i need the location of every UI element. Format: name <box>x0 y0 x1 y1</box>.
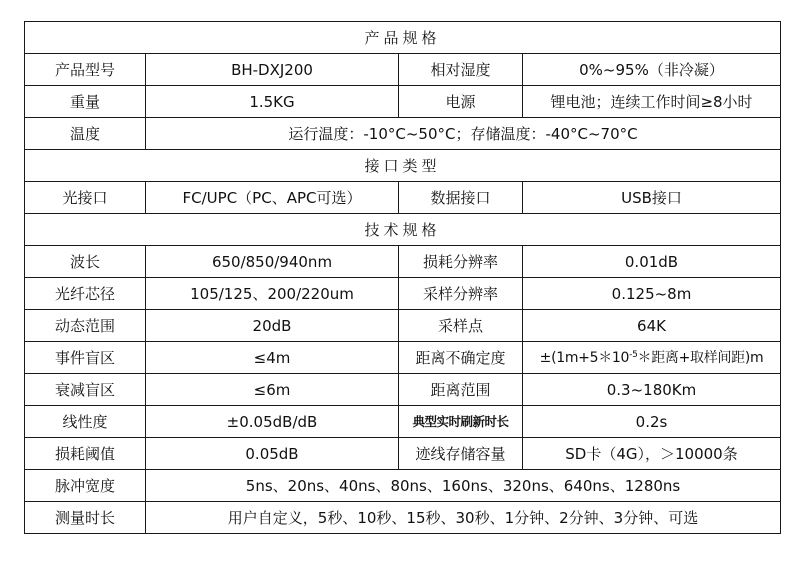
spec-label: 典型实时刷新时长 <box>399 406 523 438</box>
section-header-tech <box>25 214 781 246</box>
spec-value: 20dB <box>146 310 399 342</box>
spec-value: BH-DXJ200 <box>146 54 399 86</box>
section-header-interface <box>25 150 781 182</box>
spec-label: 光纤芯径 <box>25 278 146 310</box>
spec-label: 温度 <box>25 118 146 150</box>
spec-value: 5ns、20ns、40ns、80ns、160ns、320ns、640ns、1280ns <box>146 470 781 502</box>
table-row <box>25 118 781 150</box>
table-row <box>25 182 781 214</box>
table-row <box>25 342 781 374</box>
spec-label: 脉冲宽度 <box>25 470 146 502</box>
spec-label: 线性度 <box>25 406 146 438</box>
spec-value: 0.2s <box>523 406 781 438</box>
formula-exponent: -5 <box>629 349 638 360</box>
spec-label: 距离不确定度 <box>399 342 523 374</box>
spec-value: 锂电池；连续工作时间≥8小时 <box>523 86 781 118</box>
spec-value: 1.5KG <box>146 86 399 118</box>
table-row <box>25 54 781 86</box>
spec-value: ≤6m <box>146 374 399 406</box>
spec-label: 产品型号 <box>25 54 146 86</box>
section-title-product: 产品规格 <box>25 22 781 54</box>
spec-value: FC/UPC（PC、APC可选） <box>146 182 399 214</box>
spec-label: 采样点 <box>399 310 523 342</box>
spec-value-distance-uncertainty <box>523 342 781 374</box>
spec-value: 0%~95%（非冷凝） <box>523 54 781 86</box>
table-row <box>25 502 781 534</box>
spec-label: 衰减盲区 <box>25 374 146 406</box>
spec-value: 64K <box>523 310 781 342</box>
formula-suffix: ＊距离+取样间距)m <box>637 349 764 366</box>
spec-label: 相对湿度 <box>399 54 523 86</box>
spec-table <box>24 21 781 534</box>
section-header-product <box>25 22 781 54</box>
spec-label: 迹线存储容量 <box>399 438 523 470</box>
spec-label: 损耗分辨率 <box>399 246 523 278</box>
spec-value: ≤4m <box>146 342 399 374</box>
table-row <box>25 310 781 342</box>
table-row <box>25 278 781 310</box>
table-row <box>25 246 781 278</box>
table-row <box>25 406 781 438</box>
spec-value: 运行温度：-10°C~50°C；存储温度：-40°C~70°C <box>146 118 781 150</box>
table-row <box>25 86 781 118</box>
spec-value: 0.01dB <box>523 246 781 278</box>
spec-label: 电源 <box>399 86 523 118</box>
spec-value: 0.125~8m <box>523 278 781 310</box>
table-row <box>25 438 781 470</box>
spec-label: 光接口 <box>25 182 146 214</box>
spec-value: 650/850/940nm <box>146 246 399 278</box>
spec-label: 距离范围 <box>399 374 523 406</box>
spec-label: 波长 <box>25 246 146 278</box>
spec-value: 用户自定义，5秒、10秒、15秒、30秒、1分钟、2分钟、3分钟、可选 <box>146 502 781 534</box>
spec-value: USB接口 <box>523 182 781 214</box>
spec-label: 损耗阈值 <box>25 438 146 470</box>
spec-value: 105/125、200/220um <box>146 278 399 310</box>
spec-label: 动态范围 <box>25 310 146 342</box>
spec-value: 0.3~180Km <box>523 374 781 406</box>
formula-prefix: ±(1m+5＊10 <box>539 349 630 366</box>
spec-value: ±0.05dB/dB <box>146 406 399 438</box>
spec-label: 数据接口 <box>399 182 523 214</box>
spec-label: 采样分辨率 <box>399 278 523 310</box>
section-title-tech: 技术规格 <box>25 214 781 246</box>
section-title-interface: 接口类型 <box>25 150 781 182</box>
spec-value: 0.05dB <box>146 438 399 470</box>
table-row <box>25 374 781 406</box>
spec-label: 测量时长 <box>25 502 146 534</box>
spec-label: 重量 <box>25 86 146 118</box>
table-row <box>25 470 781 502</box>
spec-value: SD卡（4G），＞10000条 <box>523 438 781 470</box>
spec-label: 事件盲区 <box>25 342 146 374</box>
